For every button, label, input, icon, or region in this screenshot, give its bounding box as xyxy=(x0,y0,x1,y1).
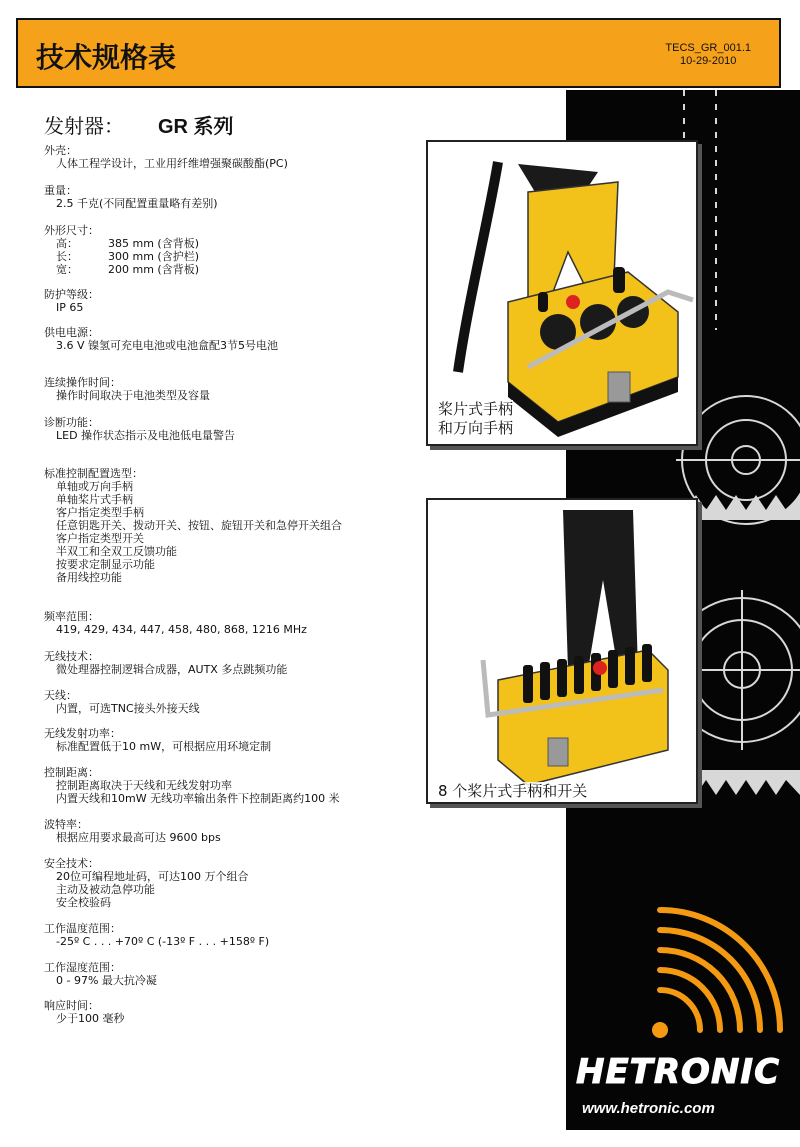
spec-temperature xyxy=(44,922,434,948)
spec-value: 客户指定类型手柄 xyxy=(56,506,144,519)
dimension-value: 200 mm (含背板) xyxy=(108,263,200,276)
series-name: GR 系列 xyxy=(158,116,234,138)
dimension-key: 宽： xyxy=(56,263,78,276)
spec-response xyxy=(44,999,434,1025)
spec-value: 内置，可选TNC接头外接天线 xyxy=(56,702,200,715)
product-photo-paddles xyxy=(426,498,698,804)
spec-value: 备用线控功能 xyxy=(56,571,122,584)
spec-label: 外形尺寸： xyxy=(44,224,99,237)
spec-tx-power xyxy=(44,727,434,753)
transmitter-paddles-illustration xyxy=(428,500,696,802)
spec-value: 半双工和全双工反馈功能 xyxy=(56,545,177,558)
spec-value: 根据应用要求最高可达 9600 bps xyxy=(56,831,221,844)
spec-label: 安全技术： xyxy=(44,857,99,870)
website-url: www.hetronic.com xyxy=(582,1100,715,1117)
dimension-row xyxy=(44,237,434,250)
signal-waves-icon xyxy=(660,910,780,1030)
doc-code: TECS_GR_001.1 xyxy=(665,42,751,54)
spec-label: 无线发射功率： xyxy=(44,727,121,740)
transmitter-joystick-illustration xyxy=(428,142,696,444)
spec-diagnostics xyxy=(44,416,434,442)
doc-meta xyxy=(665,42,751,68)
dimension-value: 385 mm (含背板) xyxy=(108,237,200,250)
spec-value: 单轴桨片式手柄 xyxy=(56,493,133,506)
spec-operating-time xyxy=(44,376,434,402)
spec-value: 主动及被动急停功能 xyxy=(56,883,155,896)
spec-value: 任意钥匙开关、拨动开关、按钮、旋钮开关和急停开关组合 xyxy=(56,519,342,532)
spec-label: 外壳： xyxy=(44,144,77,157)
spec-label: 工作温度范围： xyxy=(44,922,121,935)
spec-range xyxy=(44,766,434,805)
spec-config xyxy=(44,467,434,584)
spec-label: 频率范围： xyxy=(44,610,99,623)
dimension-key: 长： xyxy=(56,250,78,263)
dimension-value: 300 mm (含护栏) xyxy=(108,250,200,263)
spec-value: 少于100 毫秒 xyxy=(56,1012,125,1025)
photo1-caption xyxy=(438,400,513,438)
spec-label: 诊断功能： xyxy=(44,416,99,429)
spec-antenna xyxy=(44,689,434,715)
spec-baud xyxy=(44,818,434,844)
spec-label: 标准控制配置选型： xyxy=(44,467,143,480)
spec-value: 419, 429, 434, 447, 458, 480, 868, 1216 MHz xyxy=(56,623,307,636)
spec-value: 20位可编程地址码，可达100 万个组合 xyxy=(56,870,249,883)
spec-value: 微处理器控制逻辑合成器，AUTX 多点跳频功能 xyxy=(56,663,288,676)
dimension-row xyxy=(44,263,434,276)
spec-safety xyxy=(44,857,434,909)
spec-value: 单轴或万向手柄 xyxy=(56,480,133,493)
spec-power xyxy=(44,326,434,352)
page-header xyxy=(16,18,781,88)
spec-label: 防护等级： xyxy=(44,288,99,301)
spec-label: 波特率： xyxy=(44,818,88,831)
spec-label: 连续操作时间： xyxy=(44,376,121,389)
spec-humidity xyxy=(44,961,434,987)
spec-value: 控制距离取决于天线和无线发射功率 xyxy=(56,779,232,792)
spec-label: 天线： xyxy=(44,689,77,702)
spec-value: 标准配置低于10 mW，可根据应用环境定制 xyxy=(56,740,272,753)
product-photo-joystick xyxy=(426,140,698,446)
spec-label: 响应时间： xyxy=(44,999,99,1012)
spec-label: 无线技术： xyxy=(44,650,99,663)
spec-value: 3.6 V 镍氢可充电电池或电池盒配3节5号电池 xyxy=(56,339,279,352)
spec-protection xyxy=(44,288,434,314)
spec-value: 客户指定类型开关 xyxy=(56,532,144,545)
page-title: 技术规格表 xyxy=(36,41,177,74)
product-subtitle xyxy=(44,110,234,139)
spec-value: LED 操作状态指示及电池低电量警告 xyxy=(56,429,236,442)
spec-dimensions xyxy=(44,224,434,276)
spec-value: 安全校验码 xyxy=(56,896,111,909)
photo1-caption-line2: 和万向手柄 xyxy=(438,419,514,437)
dimension-key: 高： xyxy=(56,237,78,250)
dimension-row xyxy=(44,250,434,263)
spec-value: 操作时间取决于电池类型及容量 xyxy=(56,389,210,402)
spec-value: -25º C . . . +70º C (-13º F . . . +158º F) xyxy=(56,935,270,948)
spec-label: 控制距离： xyxy=(44,766,99,779)
spec-weight xyxy=(44,184,434,210)
spec-label: 工作湿度范围： xyxy=(44,961,121,974)
photo1-caption-line1: 桨片式手柄 xyxy=(438,400,514,418)
spec-housing xyxy=(44,144,434,170)
spec-value: 内置天线和10mW 无线功率输出条件下控制距离约100 米 xyxy=(56,792,340,805)
spec-frequency xyxy=(44,610,434,636)
spec-value: IP 65 xyxy=(56,301,84,314)
spec-value: 2.5 千克(不同配置重量略有差别) xyxy=(56,197,218,210)
doc-date: 10-29-2010 xyxy=(680,55,737,67)
spec-wireless xyxy=(44,650,434,676)
spec-value: 0 - 97% 最大抗冷凝 xyxy=(56,974,157,987)
spec-label: 重量： xyxy=(44,184,77,197)
photo2-caption: 8 个桨片式手柄和开关 xyxy=(438,782,588,800)
hetronic-logo: HETRONIC xyxy=(576,1052,781,1092)
spec-label: 供电电源： xyxy=(44,326,99,339)
spec-value: 人体工程学设计，工业用纤维增强聚碳酸酯(PC) xyxy=(56,157,288,170)
spec-value: 按要求定制显示功能 xyxy=(56,558,155,571)
subtitle-label: 发射器： xyxy=(44,114,124,138)
